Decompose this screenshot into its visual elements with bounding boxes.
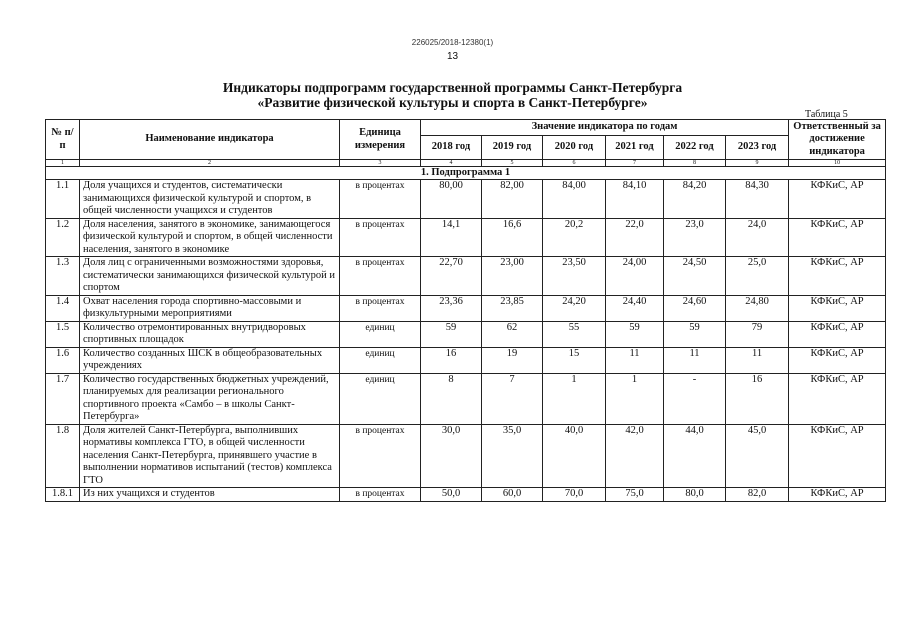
indicator-value: 59: [606, 321, 664, 347]
indicator-unit: в процентах: [340, 218, 421, 257]
table-row: [46, 424, 886, 488]
indicator-number: 1.8: [46, 424, 80, 488]
indicator-name: Доля населения, занятого в экономике, занимающегося физической культурой и спортом, в общей численности населения, занятого в экономике: [80, 218, 340, 257]
indicator-value: 50,0: [421, 488, 482, 502]
column-number: 10: [789, 160, 886, 167]
indicator-name: Из них учащихся и студентов: [80, 488, 340, 502]
indicator-name: Охват населения города спортивно-массовыми и физкультурными мероприятиями: [80, 295, 340, 321]
indicator-name: Количество отремонтированных внутридворовых спортивных площадок: [80, 321, 340, 347]
indicator-value: 24,80: [726, 295, 789, 321]
indicator-value: 25,0: [726, 257, 789, 296]
indicator-number: 1.2: [46, 218, 80, 257]
indicator-name: Количество государственных бюджетных учреждений, планируемых для реализации регионального спортивного проекта «Самбо – в школы Санкт-Петербурга»: [80, 373, 340, 424]
header-year: 2021 год: [606, 136, 664, 160]
indicator-responsible: КФКиС, АР: [789, 347, 886, 373]
indicator-value: 23,0: [664, 218, 726, 257]
indicator-value: 82,00: [482, 180, 543, 219]
header-num: № п/п: [46, 120, 80, 160]
header-year: 2022 год: [664, 136, 726, 160]
column-number: 3: [340, 160, 421, 167]
column-number: 1: [46, 160, 80, 167]
indicator-value: 7: [482, 373, 543, 424]
indicator-value: 23,00: [482, 257, 543, 296]
indicator-value: 11: [664, 347, 726, 373]
section-row: [46, 167, 886, 180]
indicator-value: 24,00: [606, 257, 664, 296]
indicator-number: 1.1: [46, 180, 80, 219]
column-number: 2: [80, 160, 340, 167]
indicator-value: 23,36: [421, 295, 482, 321]
indicator-value: 11: [606, 347, 664, 373]
indicator-value: 23,85: [482, 295, 543, 321]
indicator-value: 80,0: [664, 488, 726, 502]
indicator-number: 1.3: [46, 257, 80, 296]
indicator-value: 16,6: [482, 218, 543, 257]
indicator-unit: в процентах: [340, 424, 421, 488]
indicator-number: 1.5: [46, 321, 80, 347]
indicator-value: 42,0: [606, 424, 664, 488]
indicator-value: 24,0: [726, 218, 789, 257]
indicator-value: 62: [482, 321, 543, 347]
indicator-number: 1.6: [46, 347, 80, 373]
indicator-responsible: КФКиС, АР: [789, 488, 886, 502]
indicator-value: 20,2: [543, 218, 606, 257]
column-number: 6: [543, 160, 606, 167]
table-row: [46, 257, 886, 296]
header-unit: Единица измерения: [340, 120, 421, 160]
header-year: 2018 год: [421, 136, 482, 160]
indicator-unit: в процентах: [340, 180, 421, 219]
indicator-value: 70,0: [543, 488, 606, 502]
indicator-unit: в процентах: [340, 257, 421, 296]
table-row: [46, 218, 886, 257]
indicator-value: 15: [543, 347, 606, 373]
indicators-table: [45, 119, 886, 502]
table-row: [46, 373, 886, 424]
indicator-rows: [46, 180, 886, 502]
indicator-value: 75,0: [606, 488, 664, 502]
indicator-value: 1: [606, 373, 664, 424]
indicator-value: 8: [421, 373, 482, 424]
title-line-2: «Развитие физической культуры и спорта в Санкт-Петербурге»: [257, 95, 648, 110]
indicator-name: Доля учащихся и студентов, систематически занимающихся физической культурой и спортом, в общей численности учащихся и студентов: [80, 180, 340, 219]
indicator-name: Доля жителей Санкт-Петербурга, выполнивших нормативы комплекса ГТО, в общей численности населения Санкт-Петербурга, принявшего участие в выполнении нормативов испытаний (тестов) комплекса ГТО: [80, 424, 340, 488]
indicator-value: 11: [726, 347, 789, 373]
indicator-value: 22,70: [421, 257, 482, 296]
indicator-value: 59: [664, 321, 726, 347]
indicator-unit: в процентах: [340, 295, 421, 321]
indicator-value: 84,10: [606, 180, 664, 219]
indicator-unit: в процентах: [340, 488, 421, 502]
column-number: 8: [664, 160, 726, 167]
table-row: [46, 180, 886, 219]
header-name: Наименование индикатора: [80, 120, 340, 160]
table-row: [46, 321, 886, 347]
indicator-value: 1: [543, 373, 606, 424]
indicator-value: 84,00: [543, 180, 606, 219]
indicator-value: 23,50: [543, 257, 606, 296]
page-number: 13: [446, 51, 459, 62]
document-code: 226025/2018-12380(1): [411, 38, 494, 47]
indicator-value: 24,60: [664, 295, 726, 321]
table-row: [46, 488, 886, 502]
indicator-responsible: КФКиС, АР: [789, 295, 886, 321]
indicator-responsible: КФКиС, АР: [789, 321, 886, 347]
indicator-name: Количество созданных ШСК в общеобразовательных учреждениях: [80, 347, 340, 373]
indicator-responsible: КФКиС, АР: [789, 218, 886, 257]
header-year: 2019 год: [482, 136, 543, 160]
indicator-value: 45,0: [726, 424, 789, 488]
document-title: [0, 80, 905, 110]
indicator-number: 1.4: [46, 295, 80, 321]
indicator-value: 84,20: [664, 180, 726, 219]
indicator-value: 79: [726, 321, 789, 347]
indicator-value: 35,0: [482, 424, 543, 488]
indicator-number: 1.7: [46, 373, 80, 424]
indicator-value: 24,20: [543, 295, 606, 321]
section-title: 1. Подпрограмма 1: [46, 167, 886, 180]
indicator-value: 55: [543, 321, 606, 347]
indicator-unit: единиц: [340, 321, 421, 347]
title-line-1: Индикаторы подпрограмм государственной программы Санкт-Петербурга: [222, 80, 683, 95]
header-values-group: Значение индикатора по годам: [421, 120, 789, 136]
indicator-responsible: КФКиС, АР: [789, 257, 886, 296]
indicator-value: 16: [726, 373, 789, 424]
header-responsible: Ответственный за достижение индикатора: [789, 120, 886, 160]
indicator-value: 19: [482, 347, 543, 373]
indicator-responsible: КФКиС, АР: [789, 180, 886, 219]
indicator-number: 1.8.1: [46, 488, 80, 502]
column-number: 5: [482, 160, 543, 167]
indicator-value: 30,0: [421, 424, 482, 488]
indicator-value: 24,40: [606, 295, 664, 321]
column-number: 9: [726, 160, 789, 167]
indicator-unit: единиц: [340, 347, 421, 373]
column-number: 4: [421, 160, 482, 167]
indicator-value: 14,1: [421, 218, 482, 257]
indicator-value: 16: [421, 347, 482, 373]
column-numbers-row: [46, 160, 886, 167]
indicator-value: 40,0: [543, 424, 606, 488]
table-label: Таблица 5: [805, 109, 848, 120]
table-row: [46, 347, 886, 373]
indicator-value: 82,0: [726, 488, 789, 502]
indicator-value: 60,0: [482, 488, 543, 502]
indicator-name: Доля лиц с ограниченными возможностями здоровья, систематически занимающихся физической культурой и спортом: [80, 257, 340, 296]
indicator-value: 24,50: [664, 257, 726, 296]
header-year: 2020 год: [543, 136, 606, 160]
indicator-responsible: КФКиС, АР: [789, 424, 886, 488]
column-number: 7: [606, 160, 664, 167]
indicator-value: 84,30: [726, 180, 789, 219]
indicator-value: 44,0: [664, 424, 726, 488]
indicator-value: 59: [421, 321, 482, 347]
indicator-value: -: [664, 373, 726, 424]
indicator-value: 80,00: [421, 180, 482, 219]
indicator-responsible: КФКиС, АР: [789, 373, 886, 424]
table-row: [46, 295, 886, 321]
indicator-value: 22,0: [606, 218, 664, 257]
header-year: 2023 год: [726, 136, 789, 160]
indicator-unit: единиц: [340, 373, 421, 424]
